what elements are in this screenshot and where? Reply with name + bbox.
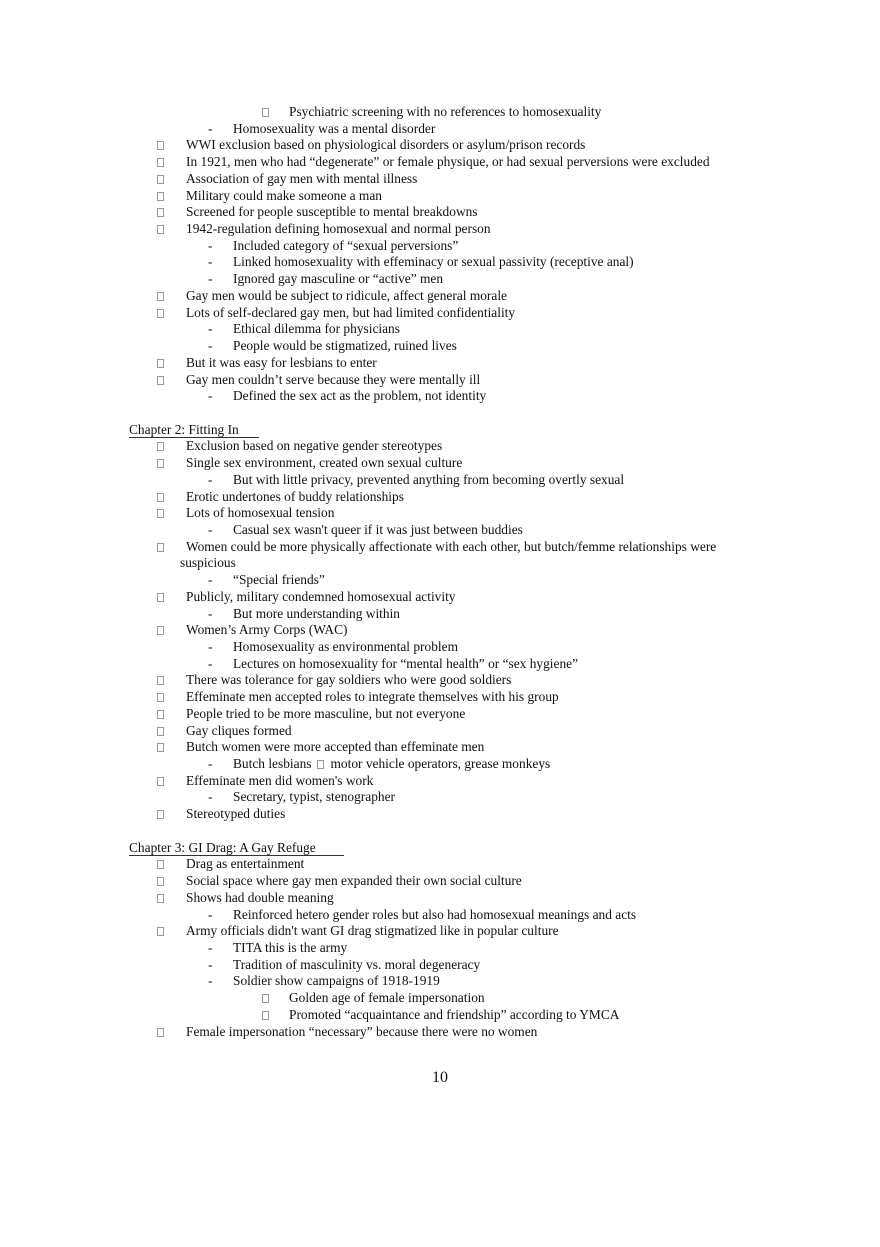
bullet-box-icon <box>157 158 164 167</box>
list-item-text: Butch lesbians motor vehicle operators, grease monkeys <box>233 756 551 772</box>
list-item-text: People would be stigmatized, ruined lives <box>233 338 457 354</box>
dash-bullet: - <box>208 471 213 487</box>
list-item <box>0 288 880 305</box>
bullet-box-icon <box>157 626 164 635</box>
bullet-box-icon <box>157 1028 164 1037</box>
list-item <box>0 672 880 689</box>
list-item <box>0 104 880 121</box>
list-item <box>0 254 880 271</box>
list-item-text: Erotic undertones of buddy relationships <box>186 488 404 504</box>
list-item <box>0 689 880 706</box>
bullet-box-icon <box>157 727 164 736</box>
bullet-box-icon <box>157 359 164 368</box>
list-item <box>0 973 880 990</box>
list-item <box>0 589 880 606</box>
list-item <box>0 723 880 740</box>
bullet-box-icon <box>157 376 164 385</box>
dash-bullet: - <box>208 756 213 772</box>
list-item <box>0 305 880 322</box>
list-item <box>0 271 880 288</box>
chapter3-heading-text: Chapter 3: GI Drag: A Gay Refuge <box>129 839 316 855</box>
list-item-text: TITA this is the army <box>233 939 348 955</box>
dash-bullet: - <box>208 655 213 671</box>
list-item-text: WWI exclusion based on physiological disorders or asylum/prison records <box>186 137 586 153</box>
bullet-box-icon <box>157 710 164 719</box>
list-item-text: Ignored gay masculine or “active” men <box>233 271 444 287</box>
list-item <box>0 321 880 338</box>
list-item-text: Association of gay men with mental illness <box>186 170 418 186</box>
list-item-text: Ethical dilemma for physicians <box>233 321 400 337</box>
dash-bullet: - <box>208 906 213 922</box>
list-item <box>0 940 880 957</box>
list-item <box>0 890 880 907</box>
bullet-box-icon <box>157 309 164 318</box>
list-item-text: Military could make someone a man <box>186 187 382 203</box>
bullet-box-icon <box>157 509 164 518</box>
bullet-box-icon <box>262 1011 269 1020</box>
dash-bullet: - <box>208 789 213 805</box>
list-item <box>0 639 880 656</box>
list-item-text: Golden age of female impersonation <box>289 990 485 1006</box>
list-item-text: Shows had double meaning <box>186 889 334 905</box>
dash-bullet: - <box>208 237 213 253</box>
list-item <box>0 773 880 790</box>
list-item-text: Included category of “sexual perversions” <box>233 237 459 253</box>
bullet-box-icon <box>157 676 164 685</box>
dash-bullet: - <box>208 973 213 989</box>
list-item-text: Secretary, typist, stenographer <box>233 789 395 805</box>
page-number: 10 <box>432 1069 448 1086</box>
list-item-text: Effeminate men accepted roles to integrate themselves with his group <box>186 689 559 705</box>
bullet-box-icon <box>157 693 164 702</box>
list-item <box>0 455 880 472</box>
list-item-text: Social space where gay men expanded their own social culture <box>186 873 522 889</box>
list-item <box>0 472 880 489</box>
list-item-text: Casual sex wasn't queer if it was just between buddies <box>233 521 523 537</box>
list-item-text: Army officials didn't want GI drag stigmatized like in popular culture <box>186 923 559 939</box>
bullet-box-icon <box>157 894 164 903</box>
list-item <box>0 622 880 639</box>
list-item-text: Gay men would be subject to ridicule, affect general morale <box>186 287 508 303</box>
list-item <box>0 739 880 756</box>
list-item <box>0 923 880 940</box>
list-item <box>0 121 880 138</box>
bullet-box-icon <box>157 459 164 468</box>
list-item-text: Psychiatric screening with no references to homosexuality <box>289 104 602 119</box>
list-item-text: Female impersonation “necessary” because there were no women <box>186 1023 538 1039</box>
list-item <box>0 957 880 974</box>
bullet-box-icon <box>157 292 164 301</box>
dash-bullet: - <box>208 271 213 287</box>
list-item <box>0 1007 880 1024</box>
list-item <box>0 355 880 372</box>
list-item-text: But more understanding within <box>233 605 400 621</box>
notes-body <box>0 104 880 1040</box>
list-item <box>0 806 880 823</box>
bullet-box-icon <box>262 108 269 117</box>
bullet-box-icon <box>157 543 164 552</box>
list-item-text: Soldier show campaigns of 1918-1919 <box>233 973 440 989</box>
list-item-text: People tried to be more masculine, but not everyone <box>186 705 466 721</box>
list-item-text: Reinforced hetero gender roles but also had homosexual meanings and acts <box>233 906 637 922</box>
list-item-text: Publicly, military condemned homosexual activity <box>186 588 456 604</box>
list-item <box>0 154 880 171</box>
chapter2-heading <box>0 422 880 439</box>
list-item-text: Tradition of masculinity vs. moral degeneracy <box>233 956 481 972</box>
chapter1-continuation-list <box>0 104 880 405</box>
dash-bullet: - <box>208 521 213 537</box>
list-item-text: Effeminate men did women's work <box>186 772 374 788</box>
list-item-text: Promoted “acquaintance and friendship” according to YMCA <box>289 1006 620 1022</box>
list-item <box>0 505 880 522</box>
bullet-box-icon <box>157 743 164 752</box>
dash-bullet: - <box>208 321 213 337</box>
bullet-box-icon <box>157 442 164 451</box>
list-item-text: Drag as entertainment <box>186 856 305 872</box>
list-item <box>0 656 880 673</box>
list-item <box>0 204 880 221</box>
list-item-text: Single sex environment, created own sexual culture <box>186 455 463 471</box>
list-item-text: Homosexuality as environmental problem <box>233 639 458 654</box>
list-item-text: Gay men couldn’t serve because they were mentally ill <box>186 371 481 387</box>
list-item-text: Gay cliques formed <box>186 722 292 738</box>
list-item <box>0 907 880 924</box>
list-item-text: Exclusion based on negative gender stereotypes <box>186 438 443 454</box>
list-item <box>0 539 880 572</box>
chapter3-heading <box>0 840 880 857</box>
bullet-box-icon <box>157 877 164 886</box>
chapter2-list <box>0 438 880 823</box>
list-item <box>0 756 880 773</box>
dash-bullet: - <box>208 956 213 972</box>
list-item <box>0 706 880 723</box>
list-item-text: 1942-regulation defining homosexual and normal person <box>186 221 491 237</box>
dash-bullet: - <box>208 605 213 621</box>
list-item-text: But with little privacy, prevented anything from becoming overtly sexual <box>233 471 625 487</box>
bullet-box-icon <box>157 927 164 936</box>
dash-bullet: - <box>208 939 213 955</box>
list-item-text: Lots of homosexual tension <box>186 505 335 521</box>
bullet-box-icon <box>157 192 164 201</box>
chapter3-list <box>0 856 880 1040</box>
list-item <box>0 789 880 806</box>
list-item-text: Screened for people susceptible to mental breakdowns <box>186 204 478 220</box>
bullet-box-icon <box>157 175 164 184</box>
list-item-text: In 1921, men who had “degenerate” or female physique, or had sexual perversions were excluded <box>186 154 710 170</box>
bullet-box-icon <box>157 225 164 234</box>
bullet-box-icon <box>157 810 164 819</box>
list-item <box>0 522 880 539</box>
list-item <box>0 171 880 188</box>
list-item-text: Butch women were more accepted than effeminate men <box>186 739 485 755</box>
list-item <box>0 188 880 205</box>
list-item <box>0 438 880 455</box>
bullet-box-icon <box>157 860 164 869</box>
list-item <box>0 873 880 890</box>
list-item-text: But it was easy for lesbians to enter <box>186 354 377 370</box>
list-item <box>0 572 880 589</box>
list-item-text: Stereotyped duties <box>186 806 286 822</box>
list-item <box>0 238 880 255</box>
list-item <box>0 990 880 1007</box>
list-item <box>0 1024 880 1041</box>
chapter2-heading-text: Chapter 2: Fitting In <box>129 421 239 437</box>
list-item-text: Homosexuality was a mental disorder <box>233 120 436 136</box>
list-item-text: There was tolerance for gay soldiers who were good soldiers <box>186 672 512 688</box>
dash-bullet: - <box>208 388 213 404</box>
list-item-text: Defined the sex act as the problem, not identity <box>233 388 487 404</box>
list-item-text: Women could be more physically affectionate with each other, but butch/femme relationships were suspicious <box>180 538 717 571</box>
bullet-box-icon <box>262 994 269 1003</box>
list-item <box>0 137 880 154</box>
list-item <box>0 856 880 873</box>
bullet-box-icon <box>157 208 164 217</box>
list-item <box>0 489 880 506</box>
arrow-box-icon <box>317 760 324 769</box>
dash-bullet: - <box>208 338 213 354</box>
list-item <box>0 221 880 238</box>
list-item-text: Women’s Army Corps (WAC) <box>186 622 348 638</box>
dash-bullet: - <box>208 639 213 654</box>
bullet-box-icon <box>157 493 164 502</box>
bullet-box-icon <box>157 777 164 786</box>
dash-bullet: - <box>208 572 213 588</box>
list-item-text: Lots of self-declared gay men, but had limited confidentiality <box>186 304 516 320</box>
list-item-text: “Special friends” <box>233 572 325 588</box>
bullet-box-icon <box>157 141 164 150</box>
list-item-text: Linked homosexuality with effeminacy or sexual passivity (receptive anal) <box>233 254 634 270</box>
list-item-text: Lectures on homosexuality for “mental health” or “sex hygiene” <box>233 655 579 671</box>
list-item <box>0 388 880 405</box>
list-item <box>0 338 880 355</box>
list-item <box>0 372 880 389</box>
dash-bullet: - <box>208 120 213 136</box>
list-item <box>0 606 880 623</box>
dash-bullet: - <box>208 254 213 270</box>
bullet-box-icon <box>157 593 164 602</box>
